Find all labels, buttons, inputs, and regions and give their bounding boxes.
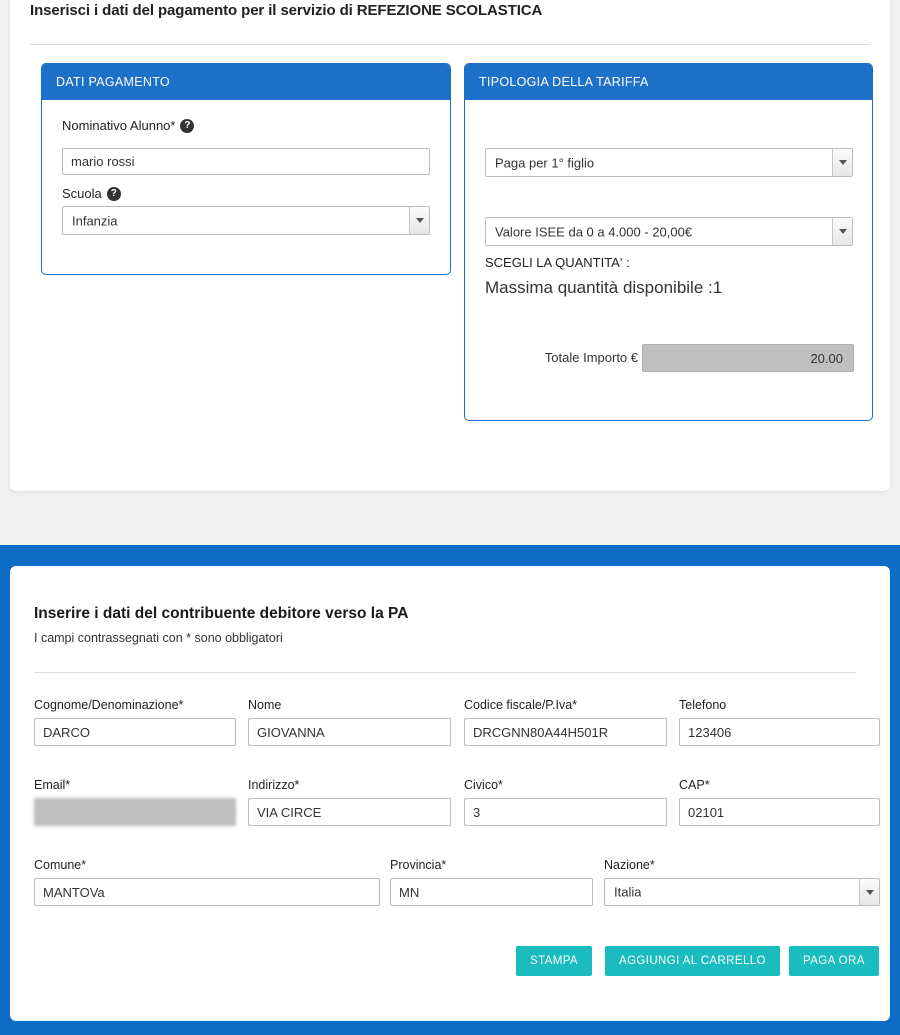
email-label: Email* [34, 778, 71, 792]
cap-input[interactable] [679, 798, 880, 826]
nome-label: Nome [248, 698, 282, 712]
form-row-3 [34, 858, 880, 938]
panel-dati-pagamento [41, 63, 451, 275]
chevron-down-icon[interactable] [832, 149, 852, 176]
form-row-1 [34, 698, 880, 778]
nominativo-alunno-label [62, 118, 194, 133]
field-comune [34, 858, 380, 906]
civico-input[interactable] [464, 798, 667, 826]
help-icon[interactable]: ? [107, 187, 121, 201]
field-civico [464, 778, 667, 826]
page-title: Inserisci i dati del pagamento per il servizio di REFEZIONE SCOLASTICA [30, 2, 543, 19]
comune-label: Comune* [34, 858, 87, 872]
nome-input[interactable] [248, 718, 451, 746]
indirizzo-input[interactable] [248, 798, 451, 826]
panel-tipologia-tariffa-header: TIPOLOGIA DELLA TARIFFA [465, 64, 872, 100]
field-provincia [390, 858, 593, 906]
quantita-max-text: Massima quantità disponibile :1 [485, 278, 723, 297]
codice-fiscale-input[interactable] [464, 718, 667, 746]
field-nome [248, 698, 451, 746]
contribuente-divider [34, 672, 856, 673]
panel-dati-pagamento-header: DATI PAGAMENTO [42, 64, 450, 100]
contribuente-form [34, 698, 880, 938]
nazione-label: Nazione* [604, 858, 655, 872]
figlio-select-value: Paga per 1° figlio [495, 155, 595, 170]
civico-label: Civico* [464, 778, 503, 792]
provincia-label: Provincia* [390, 858, 447, 872]
contribuente-subtitle: I campi contrassegnati con * sono obbligatori [34, 631, 283, 645]
field-telefono [679, 698, 880, 746]
scuola-select[interactable] [62, 206, 430, 235]
help-icon[interactable]: ? [180, 119, 194, 133]
indirizzo-label: Indirizzo* [248, 778, 300, 792]
telefono-label: Telefono [679, 698, 727, 712]
cognome-input[interactable] [34, 718, 236, 746]
provincia-input[interactable] [390, 878, 593, 906]
comune-input[interactable] [34, 878, 380, 906]
field-cap [679, 778, 880, 826]
field-email [34, 778, 236, 826]
cap-label: CAP* [679, 778, 710, 792]
nazione-select[interactable] [604, 878, 880, 906]
isee-select[interactable] [485, 217, 853, 246]
figlio-select[interactable] [485, 148, 853, 177]
totale-importo-value: 20.00 [642, 344, 854, 372]
payment-data-card [10, 0, 890, 491]
stampa-button[interactable]: STAMPA [516, 946, 592, 976]
form-row-2 [34, 778, 880, 858]
telefono-input[interactable] [679, 718, 880, 746]
quantita-label: SCEGLI LA QUANTITA' : [485, 255, 630, 270]
scuola-label [62, 186, 121, 201]
field-indirizzo [248, 778, 451, 826]
nominativo-alunno-input[interactable] [62, 148, 430, 175]
chevron-down-icon[interactable] [409, 207, 429, 234]
panel-dati-pagamento-body [42, 100, 450, 228]
field-nazione [604, 858, 880, 906]
contribuente-card [10, 566, 890, 1021]
paga-ora-button[interactable]: PAGA ORA [789, 946, 879, 976]
chevron-down-icon[interactable] [832, 218, 852, 245]
scuola-label-text: Scuola [62, 186, 102, 201]
codice-fiscale-label: Codice fiscale/P.Iva* [464, 698, 578, 712]
cognome-label: Cognome/Denominazione* [34, 698, 184, 712]
action-buttons [34, 946, 880, 980]
totale-importo-label: Totale Importo € [544, 350, 638, 365]
nazione-select-value: Italia [614, 884, 642, 900]
aggiungi-al-carrello-button[interactable]: AGGIUNGI AL CARRELLO [605, 946, 780, 976]
field-codice-fiscale [464, 698, 667, 746]
field-cognome [34, 698, 236, 746]
scuola-select-value: Infanzia [72, 213, 118, 228]
title-divider [30, 44, 870, 45]
nominativo-alunno-label-text: Nominativo Alunno* [62, 118, 176, 133]
isee-select-value: Valore ISEE da 0 a 4.000 - 20,00€ [495, 224, 693, 239]
email-input[interactable] [34, 798, 236, 826]
contribuente-title: Inserire i dati del contribuente debitore verso la PA [34, 605, 409, 622]
panel-tipologia-tariffa-body [465, 100, 872, 366]
chevron-down-icon[interactable] [859, 879, 879, 905]
panel-tipologia-tariffa [464, 63, 873, 421]
